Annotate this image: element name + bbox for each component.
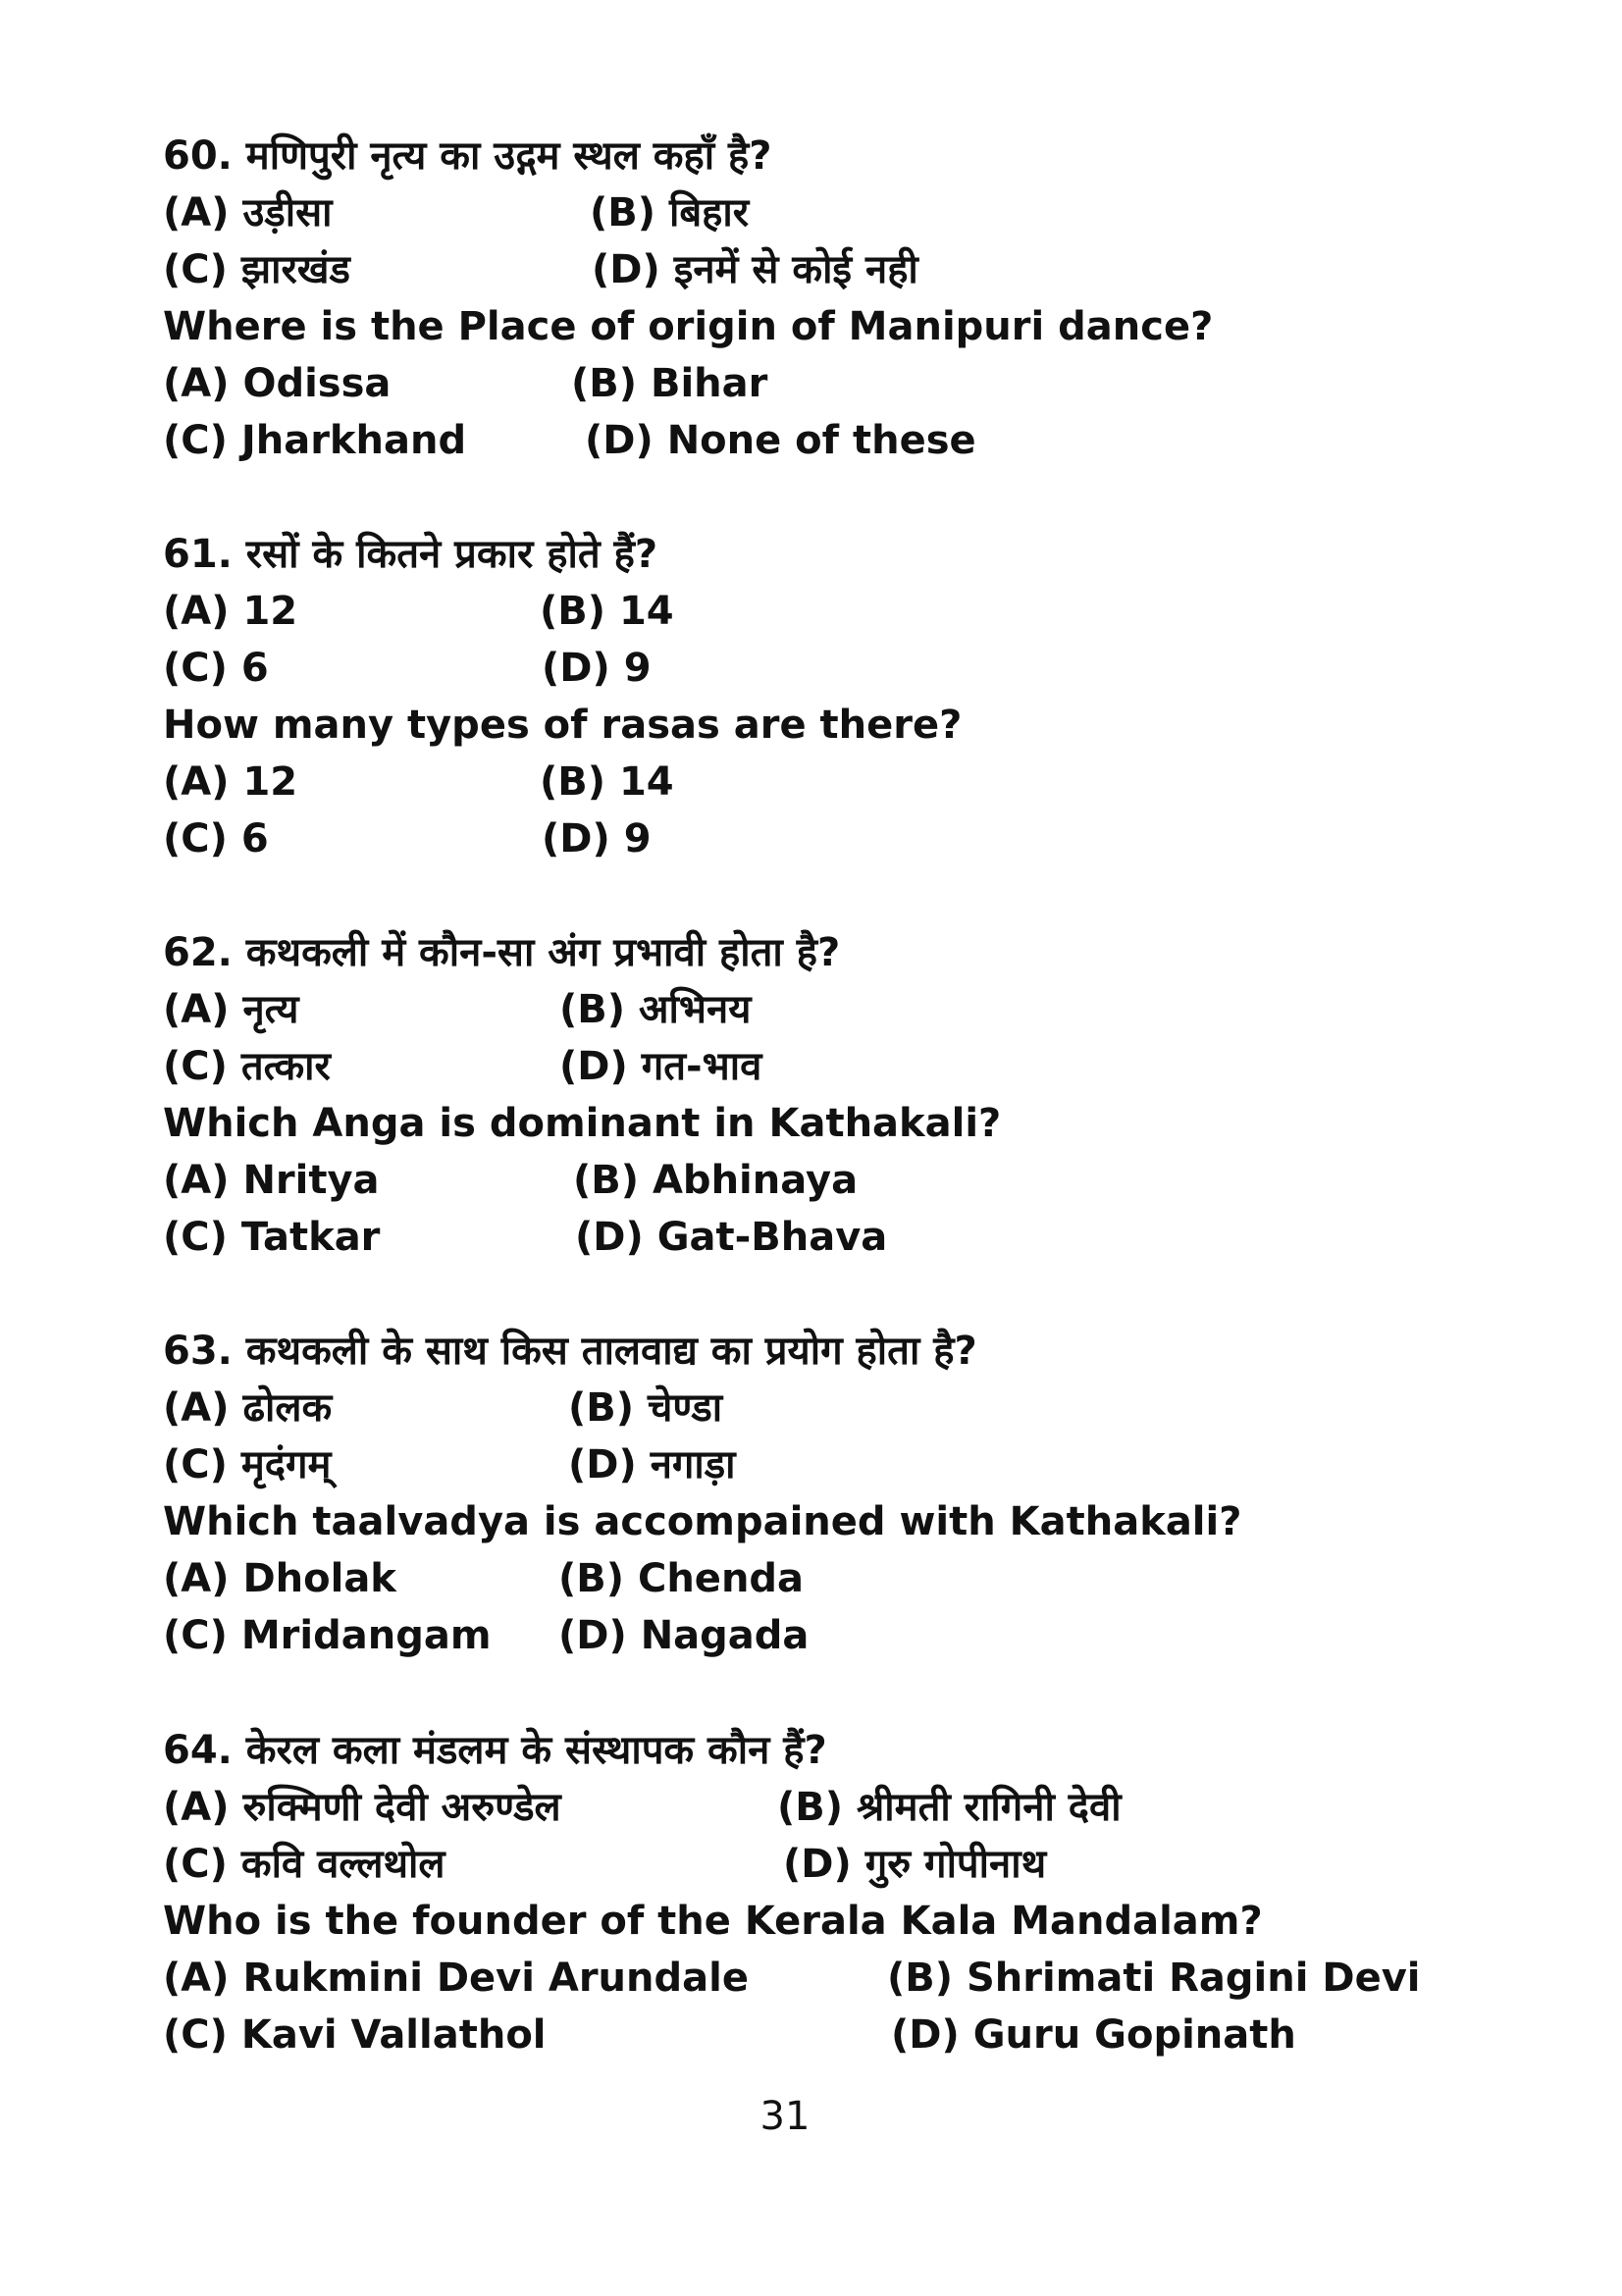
english-option-c: (C) 6	[163, 816, 269, 861]
hindi-option-b: (B) श्रीमती रागिनी देवी	[777, 1785, 1122, 1830]
english-question-text: How many types of rasas are there?	[163, 703, 963, 748]
hindi-question-text: 61. रसों के कितने प्रकार होते हैं?	[163, 532, 658, 577]
english-option-d: (D) None of these	[585, 418, 976, 463]
english-options-row-2	[163, 2007, 1458, 2063]
hindi-option-a: (A) ढोलक	[163, 1385, 333, 1431]
hindi-options-row-2	[163, 640, 1458, 697]
english-option-c: (C) Jharkhand	[163, 418, 467, 463]
page-number: 31	[759, 2094, 811, 2139]
english-option-a: (A) Nritya	[163, 1158, 380, 1203]
hindi-option-a: (A) उड़ीसा	[163, 190, 333, 235]
english-option-d: (D) 9	[542, 816, 652, 861]
hindi-options-row-2	[163, 1436, 1458, 1493]
english-options-row-2	[163, 412, 1458, 469]
english-option-b: (B) 14	[540, 759, 674, 805]
english-question-text: Which Anga is dominant in Kathakali?	[163, 1101, 1002, 1146]
hindi-option-d: (D) 9	[542, 646, 652, 691]
english-question-text: Who is the founder of the Kerala Kala Mandalam?	[163, 1899, 1263, 1944]
english-option-c: (C) Kavi Vallathol	[163, 2012, 547, 2058]
english-options-row-2	[163, 1607, 1458, 1664]
english-option-d: (D) Guru Gopinath	[891, 2012, 1296, 2058]
english-options-row-1	[163, 754, 1458, 810]
english-option-d: (D) Nagada	[558, 1613, 810, 1658]
english-question-text: Which taalvadya is accompained with Kathakali?	[163, 1499, 1242, 1544]
english-options-row-1	[163, 1950, 1458, 2007]
english-options-row-1	[163, 355, 1458, 412]
hindi-options-row-2	[163, 1836, 1458, 1893]
hindi-option-a: (A) नृत्य	[163, 987, 299, 1032]
hindi-option-c: (C) मृदंगम्	[163, 1442, 332, 1487]
hindi-options-row-1	[163, 1779, 1458, 1836]
english-option-d: (D) Gat-Bhava	[575, 1215, 888, 1260]
english-options-row-2	[163, 810, 1458, 867]
english-question-text: Where is the Place of origin of Manipuri dance?	[163, 304, 1214, 349]
hindi-question-text: 62. कथकली में कौन-सा अंग प्रभावी होता है?	[163, 930, 841, 975]
hindi-option-c: (C) तत्कार	[163, 1044, 331, 1089]
hindi-question-text: 60. मणिपुरी नृत्य का उद्गम स्थल कहाँ है?	[163, 133, 772, 179]
hindi-option-d: (D) नगाड़ा	[568, 1442, 736, 1487]
hindi-options-row-1	[163, 981, 1458, 1038]
hindi-option-a: (A) 12	[163, 589, 298, 634]
english-option-a: (A) Odissa	[163, 361, 392, 406]
hindi-option-c: (C) 6	[163, 646, 269, 691]
hindi-option-c: (C) झारखंड	[163, 247, 350, 292]
english-option-b: (B) Bihar	[571, 361, 768, 406]
hindi-options-row-1	[163, 583, 1458, 640]
hindi-option-c: (C) कवि वल्लथोल	[163, 1842, 445, 1887]
hindi-option-b: (B) चेण्डा	[568, 1385, 723, 1431]
english-option-a: (A) Rukmini Devi Arundale	[163, 1956, 749, 2001]
english-option-b: (B) Abhinaya	[573, 1158, 859, 1203]
english-option-a: (A) 12	[163, 759, 298, 805]
english-option-c: (C) Tatkar	[163, 1215, 381, 1260]
hindi-option-d: (D) गुरु गोपीनाथ	[783, 1842, 1047, 1887]
english-options-row-2	[163, 1209, 1458, 1266]
question-63	[163, 1323, 1458, 1664]
english-option-b: (B) Shrimati Ragini Devi	[887, 1956, 1421, 2001]
english-option-b: (B) Chenda	[558, 1556, 805, 1601]
hindi-question-text: 64. केरल कला मंडलम के संस्थापक कौन हैं?	[163, 1728, 827, 1773]
english-option-c: (C) Mridangam	[163, 1613, 492, 1658]
hindi-options-row-2	[163, 1038, 1458, 1095]
hindi-options-row-1	[163, 1380, 1458, 1436]
question-62	[163, 924, 1458, 1266]
english-options-row-1	[163, 1550, 1458, 1607]
hindi-options-row-2	[163, 241, 1458, 298]
hindi-option-b: (B) अभिनय	[559, 987, 752, 1032]
hindi-option-a: (A) रुक्मिणी देवी अरुण्डेल	[163, 1785, 561, 1830]
hindi-option-b: (B) बिहार	[590, 190, 750, 235]
question-64	[163, 1722, 1458, 2063]
hindi-option-d: (D) इनमें से कोई नही	[592, 247, 918, 292]
hindi-option-d: (D) गत-भाव	[559, 1044, 762, 1089]
english-options-row-1	[163, 1152, 1458, 1209]
question-60	[163, 128, 1458, 469]
english-option-a: (A) Dholak	[163, 1556, 396, 1601]
hindi-options-row-1	[163, 184, 1458, 241]
question-61	[163, 526, 1458, 867]
hindi-question-text: 63. कथकली के साथ किस तालवाद्य का प्रयोग होता है?	[163, 1329, 977, 1374]
hindi-option-b: (B) 14	[540, 589, 674, 634]
